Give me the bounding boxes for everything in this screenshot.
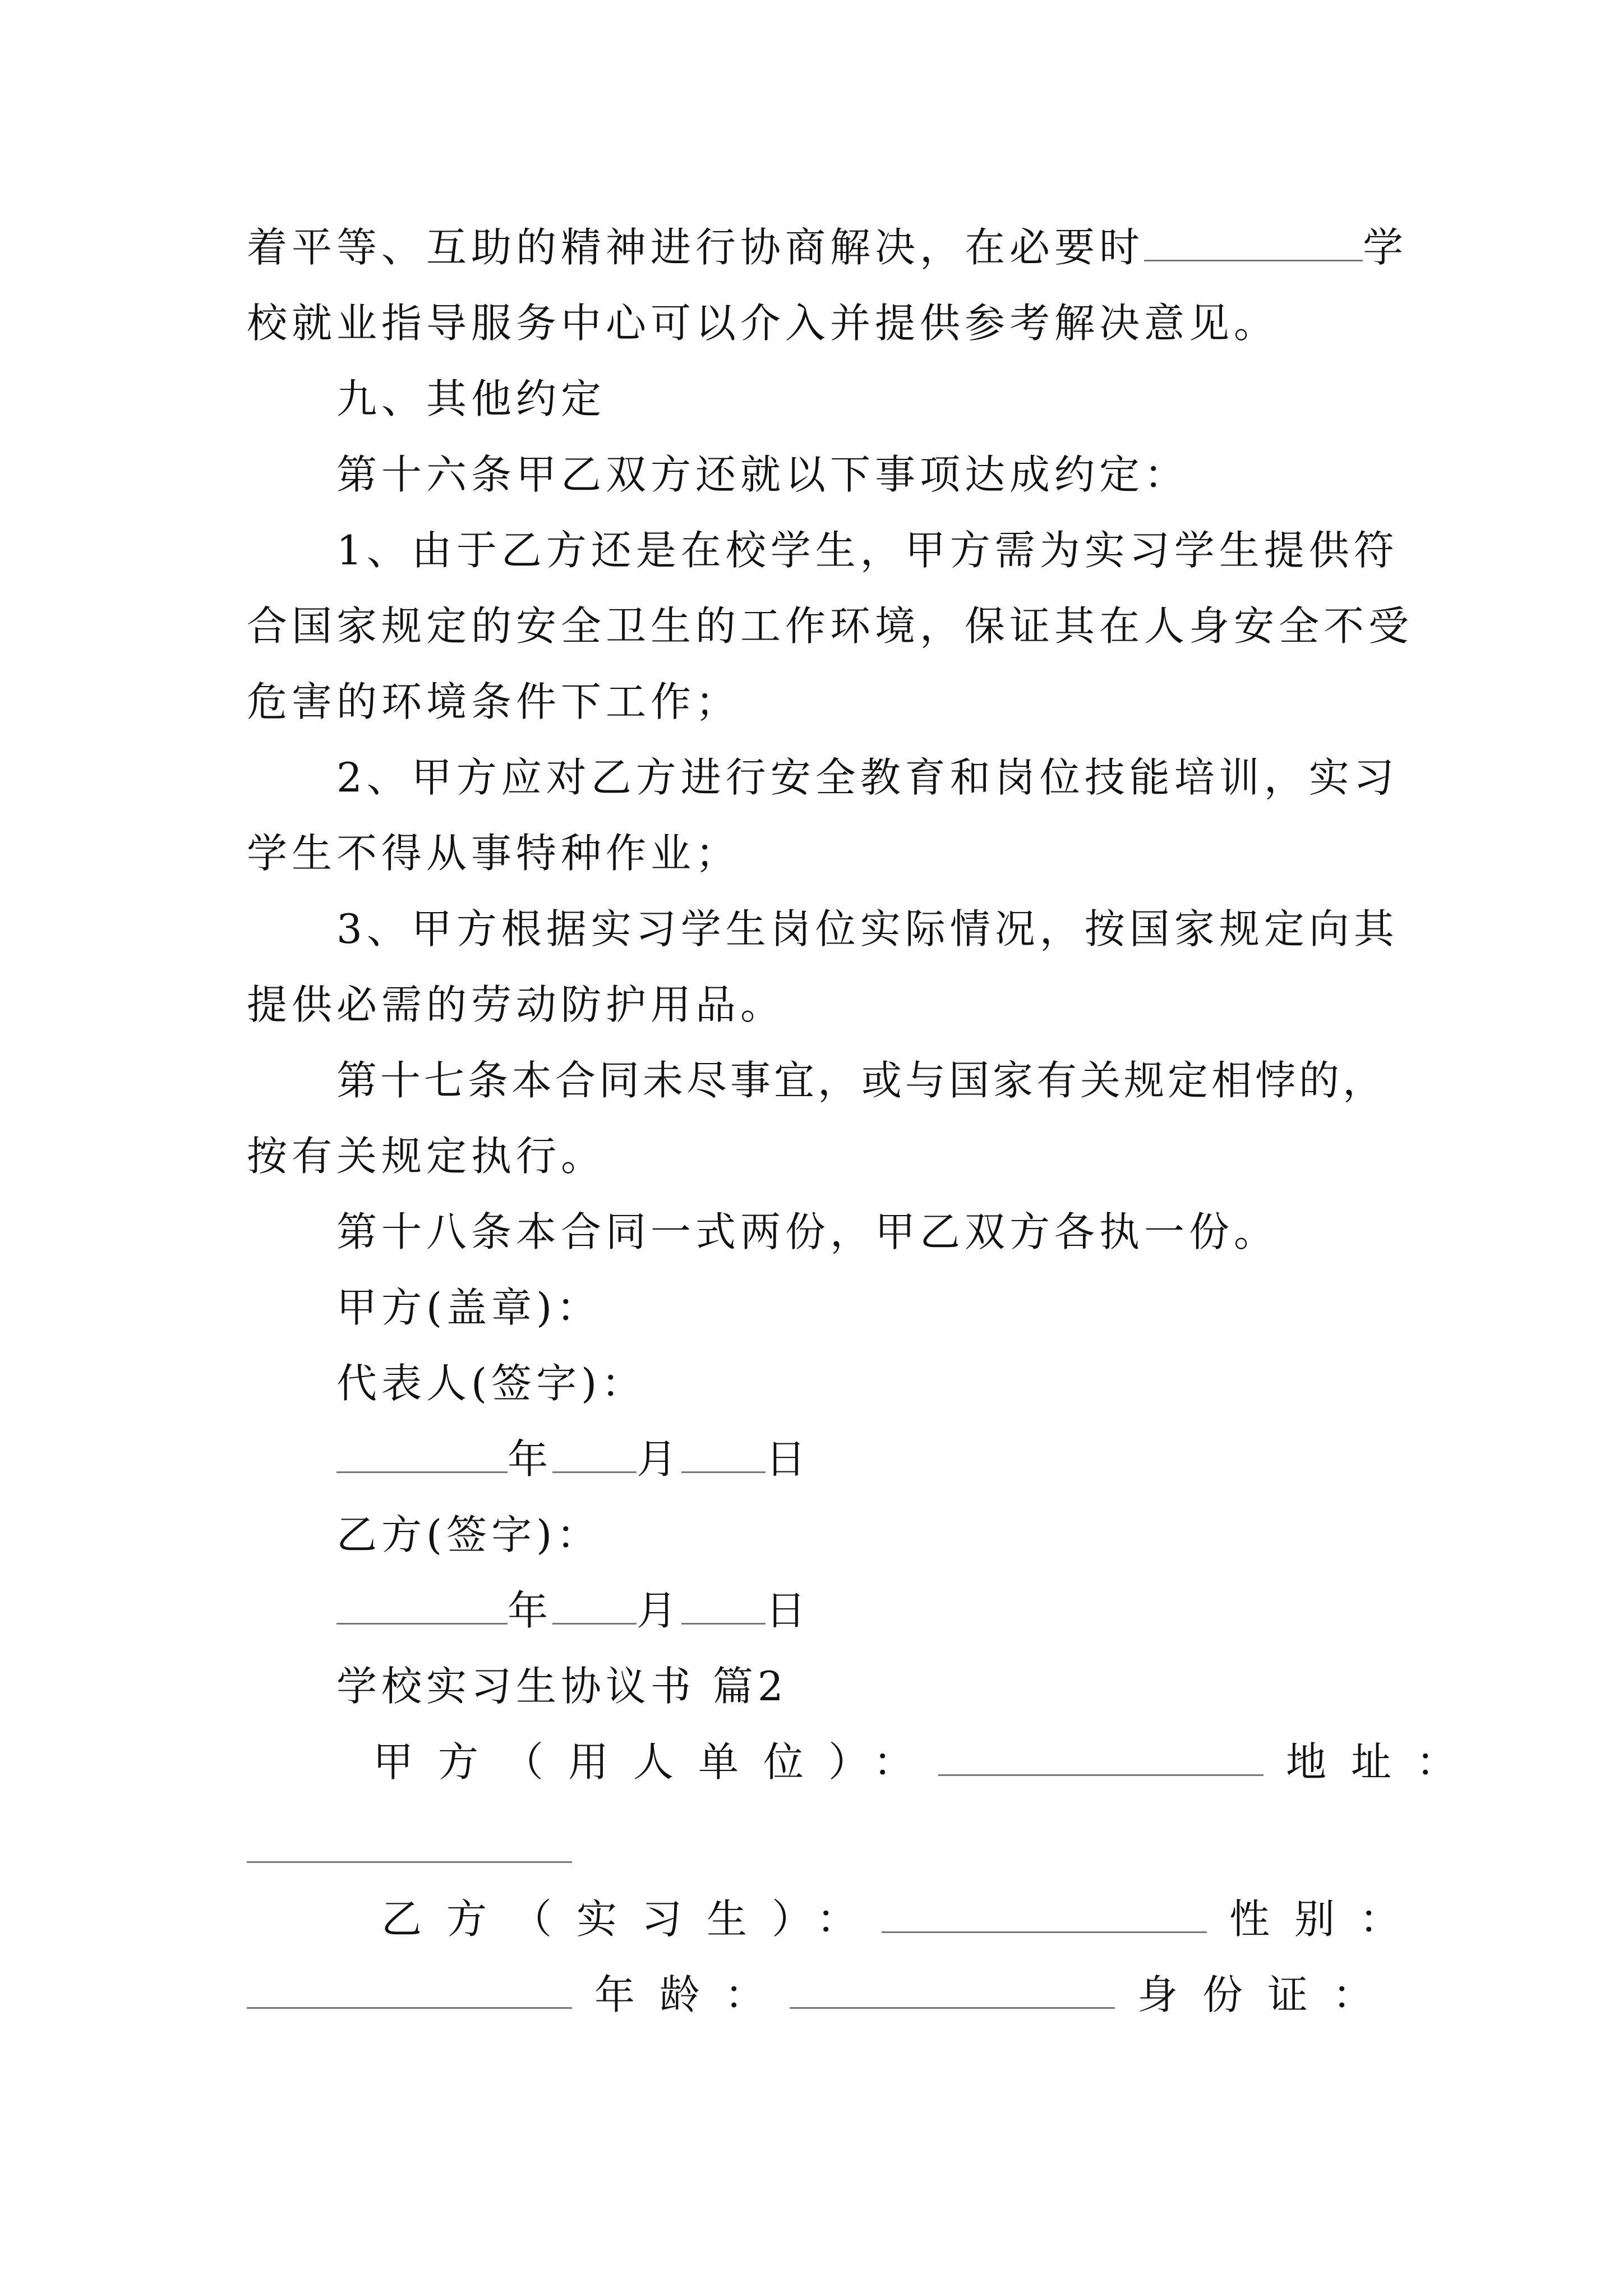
text: 2、甲方应对乙方进行安全教育和岗位技能培训，实习	[336, 754, 1399, 801]
year-label: 年	[508, 1587, 553, 1634]
party-b-field[interactable]	[882, 1899, 1207, 1933]
month-field[interactable]	[552, 1590, 637, 1625]
age-label: 年龄：	[594, 1971, 790, 2018]
date-line	[336, 1435, 811, 1483]
day-field[interactable]	[681, 1439, 766, 1473]
party-b-signature-label	[336, 1511, 602, 1558]
text: 学校实习生协议书 篇2	[336, 1663, 788, 1710]
text: 按有关规定执行。	[247, 1133, 606, 1180]
text: 乙方(签字)：	[336, 1511, 602, 1558]
article-line	[336, 451, 1189, 498]
gender-field[interactable]	[247, 1975, 572, 2009]
address-label: 地址：	[1286, 1738, 1482, 1786]
party-a-seal-label	[336, 1284, 602, 1331]
text: 第十七条本合同未尽事宜，或与国家有关规定相悖的，	[336, 1057, 1387, 1104]
year-field[interactable]	[336, 1590, 508, 1625]
paragraph-line	[247, 300, 1279, 347]
text: 提供必需的劳动防护用品。	[247, 981, 786, 1028]
address-field[interactable]	[247, 1861, 572, 1863]
paragraph-line	[247, 830, 741, 877]
gender-label: 性别：	[1229, 1895, 1425, 1943]
party-a-field[interactable]	[938, 1742, 1264, 1776]
article-line	[336, 1208, 1279, 1255]
party-b-label: 乙方（实习生）：	[381, 1895, 882, 1943]
list-item	[336, 527, 1399, 574]
month-label: 月	[637, 1587, 682, 1634]
age-field[interactable]	[790, 1975, 1115, 2009]
day-label: 日	[766, 1435, 811, 1483]
id-card-label: 身份证：	[1137, 1971, 1398, 2018]
list-item	[336, 754, 1399, 801]
day-label: 日	[766, 1587, 811, 1634]
text: 校就业指导服务中心可以介入并提供参考解决意见。	[247, 300, 1279, 347]
party-b-info-line	[381, 1895, 1425, 1943]
date-line	[336, 1587, 811, 1634]
paragraph-line	[247, 1133, 606, 1180]
party-a-info-line	[373, 1738, 1482, 1786]
text: 合国家规定的安全卫生的工作环境，保证其在人身安全不受	[247, 602, 1414, 650]
text: 学	[1363, 224, 1408, 271]
year-field[interactable]	[336, 1439, 508, 1473]
month-label: 月	[637, 1435, 682, 1483]
text: 着平等、互助的精神进行协商解决，在必要时	[247, 224, 1145, 271]
text: 学生不得从事特种作业；	[247, 830, 741, 877]
day-field[interactable]	[681, 1590, 766, 1625]
paragraph-line	[247, 981, 786, 1028]
month-field[interactable]	[552, 1439, 637, 1473]
party-a-label: 甲方（用人单位）：	[373, 1738, 939, 1786]
text: 甲方(盖章)：	[336, 1284, 602, 1331]
list-item	[336, 905, 1399, 953]
section-heading	[336, 375, 606, 422]
year-label: 年	[508, 1435, 553, 1483]
paragraph-line	[247, 678, 741, 725]
text: 危害的环境条件下工作；	[247, 678, 741, 725]
representative-signature-label	[336, 1360, 647, 1407]
text: 1、由于乙方还是在校学生，甲方需为实习学生提供符	[336, 527, 1399, 574]
article-line	[336, 1057, 1387, 1104]
text: 第十八条本合同一式两份，甲乙双方各执一份。	[336, 1208, 1279, 1255]
text: 3、甲方根据实习学生岗位实际情况，按国家规定向其	[336, 905, 1399, 953]
section-title	[336, 1663, 788, 1710]
paragraph-line	[247, 224, 1408, 271]
paragraph-line	[247, 602, 1414, 650]
blank-field[interactable]	[1144, 227, 1363, 261]
text: 代表人(签字)：	[336, 1360, 647, 1407]
text: 九、其他约定	[336, 375, 606, 422]
party-b-info-line-2	[247, 1971, 1398, 2018]
text: 第十六条甲乙双方还就以下事项达成约定：	[336, 451, 1189, 498]
